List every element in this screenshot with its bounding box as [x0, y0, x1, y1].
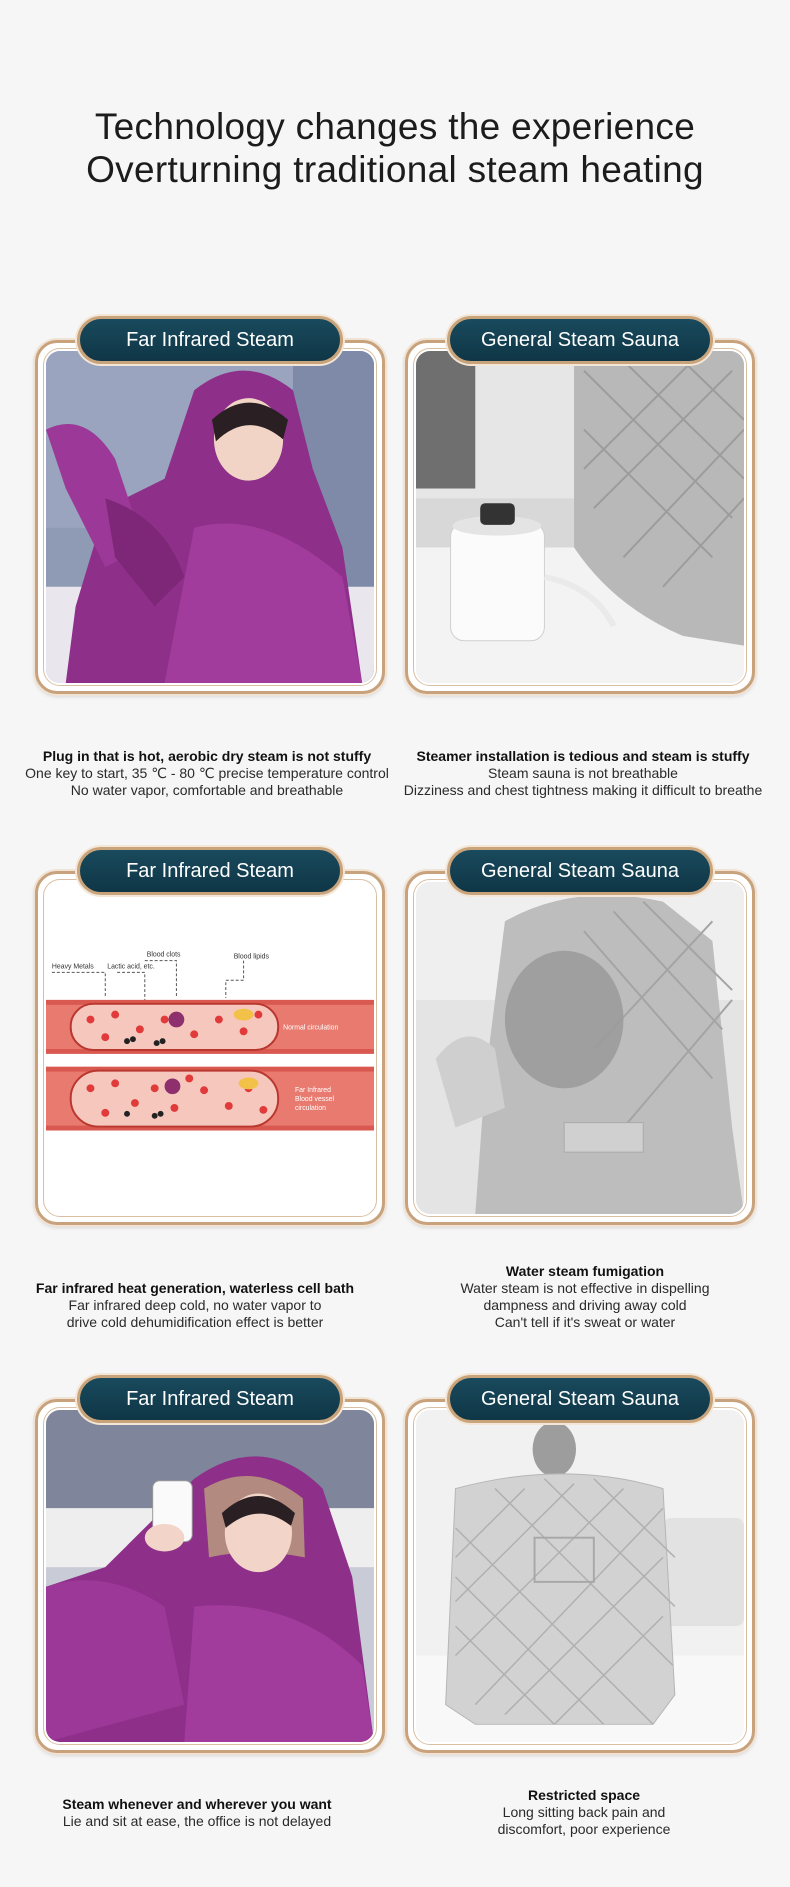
- photo-frame: [405, 340, 755, 694]
- label-text: Far Infrared Steam: [77, 847, 343, 895]
- card-general-steam-1: [405, 316, 755, 694]
- caption-line: Lie and sit at ease, the office is not delayed: [62, 1813, 332, 1829]
- caption-line: One key to start, 35 ℃ - 80 ℃ precise temperature control: [25, 765, 389, 781]
- caption-title: Steam whenever and wherever you want: [62, 1796, 332, 1812]
- caption-line: Steam sauna is not breathable: [488, 765, 678, 781]
- caption-line: Long sitting back pain and: [502, 1804, 666, 1820]
- caption-line: Far infrared deep cold, no water vapor to: [68, 1297, 322, 1313]
- photo-person-in-hood: [416, 882, 744, 1214]
- photo-frame: [35, 340, 385, 694]
- label-far-infrared: [77, 1375, 343, 1423]
- caption-right-2: [390, 1263, 780, 1331]
- label-text: Far Infrared Steam: [77, 316, 343, 364]
- photo-steam-tent-machine: [416, 351, 744, 683]
- label-normal-circulation: Normal circulation: [283, 1024, 339, 1032]
- label-far-infrared-1: Far Infrared: [294, 1087, 331, 1095]
- caption-title: Steamer installation is tedious and steam is stuffy: [416, 748, 750, 764]
- card-far-infrared-2: [35, 847, 385, 1225]
- label-blood-clots: Blood clots: [146, 951, 181, 959]
- label-far-infrared: [77, 847, 343, 895]
- title-line-1: Technology changes the experience: [94, 106, 696, 147]
- photo-frame: [405, 871, 755, 1225]
- label-text: General Steam Sauna: [447, 316, 713, 364]
- photo-frame: [405, 1399, 755, 1753]
- title-line-2: Overturning traditional steam heating: [86, 149, 704, 190]
- card-far-infrared-3: [35, 1375, 385, 1753]
- blood-vessel-diagram: [46, 882, 374, 1214]
- label-heavy-metals: Heavy Metals: [51, 963, 94, 971]
- caption-line: discomfort, poor experience: [497, 1821, 671, 1837]
- caption-left-1: [12, 748, 402, 799]
- caption-line: drive cold dehumidification effect is better: [66, 1314, 324, 1330]
- photo-frame: [35, 1399, 385, 1753]
- label-far-infrared-2: Blood vessel: [294, 1096, 335, 1104]
- caption-right-3: [389, 1787, 779, 1838]
- caption-title: Water steam fumigation: [505, 1263, 665, 1279]
- caption-line: dampness and driving away cold: [483, 1297, 687, 1313]
- label-text: General Steam Sauna: [447, 1375, 713, 1423]
- caption-title: Restricted space: [527, 1787, 641, 1803]
- label-far-infrared: [77, 316, 343, 364]
- caption-line: Dizziness and chest tightness making it difficult to breathe: [403, 782, 763, 798]
- label-general-steam: [447, 847, 713, 895]
- caption-title: Far infrared heat generation, waterless cell bath: [35, 1280, 355, 1296]
- page-title: [0, 105, 790, 191]
- label-general-steam: [447, 316, 713, 364]
- card-general-steam-3: [405, 1375, 755, 1753]
- caption-line: No water vapor, comfortable and breathable: [70, 782, 344, 798]
- card-general-steam-2: [405, 847, 755, 1225]
- caption-left-2: [0, 1280, 390, 1331]
- label-text: Far Infrared Steam: [77, 1375, 343, 1423]
- label-far-infrared-3: circulation: [294, 1104, 327, 1112]
- photo-frame: [35, 871, 385, 1225]
- card-far-infrared-1: [35, 316, 385, 694]
- caption-left-3: [2, 1796, 392, 1830]
- label-lactic-acid: Lactic acid, etc.: [107, 963, 155, 971]
- caption-right-1: [388, 748, 778, 799]
- photo-portable-sauna-tent: [416, 1410, 744, 1742]
- caption-line: Can't tell if it's sweat or water: [494, 1314, 676, 1330]
- label-text: General Steam Sauna: [447, 847, 713, 895]
- caption-line: Water steam is not effective in dispelling: [460, 1280, 710, 1296]
- label-blood-lipids: Blood lipids: [233, 953, 269, 961]
- photo-woman-purple-suit: [46, 351, 374, 683]
- caption-title: Plug in that is hot, aerobic dry steam is not stuffy: [42, 748, 372, 764]
- label-general-steam: [447, 1375, 713, 1423]
- photo-woman-phone: [46, 1410, 374, 1742]
